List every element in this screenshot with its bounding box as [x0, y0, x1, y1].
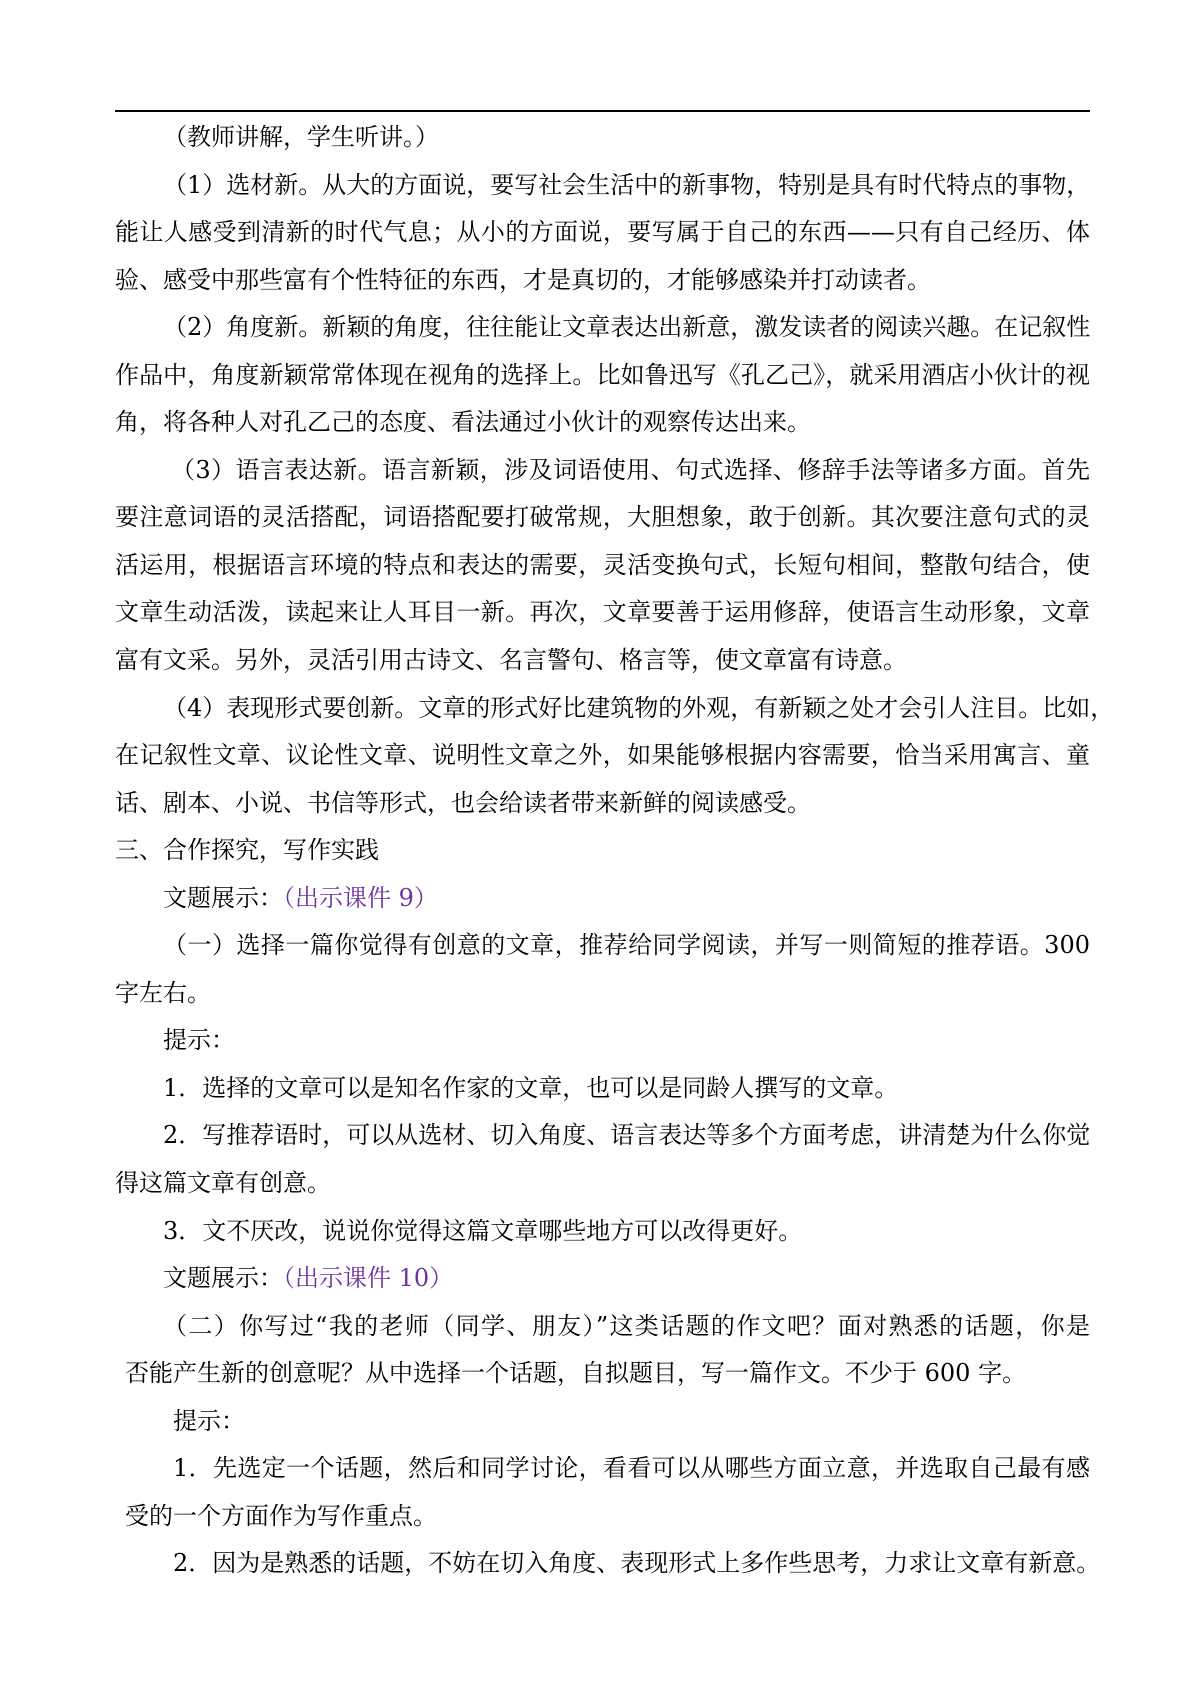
point-4-paragraph	[115, 685, 1115, 828]
courseware-note: （出示课件 10）	[283, 1264, 454, 1293]
teacher-note-paragraph	[115, 114, 1090, 162]
text-line: 活运用，根据语言环境的特点和表达的需要，灵活变换句式，长短句相间，整散句结合，使	[115, 550, 1090, 579]
text-line: 字左右。	[115, 978, 211, 1007]
text-line: （二）你写过“我的老师（同学、朋友）”这类话题的作文吧？面对熟悉的话题，你是	[163, 1311, 1090, 1340]
task-1-tip-1	[115, 1065, 1090, 1113]
text-line: 要注意词语的灵活搭配，词语搭配要打破常规，大胆想象，敢于创新。其次要注意句式的灵	[115, 503, 1090, 532]
text-line: 否能产生新的创意呢？从中选择一个话题，自拟题目，写一篇作文。不少于 600 字。	[125, 1359, 1027, 1388]
task-label: 文题展示：	[163, 1264, 283, 1293]
text-line: 角，将各种人对孔乙己的态度、看法通过小伙计的观察传达出来。	[115, 408, 811, 437]
text-line: 在记叙性文章、议论性文章、说明性文章之外，如果能够根据内容需要，恰当采用寓言、童	[115, 741, 1090, 770]
text-line: 1．先选定一个话题，然后和同学讨论，看看可以从哪些方面立意，并选取自己最有感	[173, 1454, 1090, 1483]
task-1-display-line	[115, 875, 1090, 923]
text-line: 得这篇文章有创意。	[115, 1169, 331, 1198]
text-line: 受的一个方面作为写作重点。	[125, 1501, 437, 1530]
point-1-paragraph	[115, 162, 1090, 305]
text-line: （教师讲解，学生听讲。）	[163, 123, 439, 151]
text-line: 3．文不厌改，说说你觉得这篇文章哪些地方可以改得更好。	[163, 1216, 803, 1245]
text-line: 1．选择的文章可以是知名作家的文章，也可以是同龄人撰写的文章。	[163, 1073, 899, 1102]
text-line: 富有文采。另外，灵活引用古诗文、名言警句、格言等，使文章富有诗意。	[115, 646, 907, 675]
tips-label: 提示：	[173, 1406, 245, 1435]
text-line: （一）选择一篇你觉得有创意的文章，推荐给同学阅读，并写一则简短的推荐语。300	[163, 931, 1090, 960]
text-line: 能让人感受到清新的时代气息；从小的方面说，要写属于自己的东西——只有自己经历、体	[115, 218, 1090, 247]
text-line: 话、剧本、小说、书信等形式，也会给读者带来新鲜的阅读感受。	[115, 788, 811, 817]
text-line: （2）角度新。新颖的角度，往往能让文章表达出新意，激发读者的阅读兴趣。在记叙性	[163, 313, 1091, 342]
task-2-display-line	[115, 1255, 1090, 1303]
text-line: 验、感受中那些富有个性特征的东西，才是真切的，才能够感染并打动读者。	[115, 265, 931, 294]
task-2-tip-2	[115, 1540, 1101, 1588]
task-1-tip-2	[115, 1112, 1090, 1207]
body-text	[115, 114, 1115, 1588]
text-line: 文章生动活泼，读起来让人耳目一新。再次，文章要善于运用修辞，使语言生动形象，文章	[115, 598, 1090, 627]
text-line: 2．写推荐语时，可以从选材、切入角度、语言表达等多个方面考虑，讲清楚为什么你觉	[163, 1121, 1091, 1150]
task-2-prompt	[115, 1303, 1090, 1398]
task-1-prompt	[115, 922, 1090, 1017]
tips-label: 提示：	[163, 1026, 235, 1055]
text-line: （4）表现形式要创新。文章的形式好比建筑物的外观，有新颖之处才会引人注目。比如，	[163, 693, 1115, 722]
text-line: 作品中，角度新颖常常体现在视角的选择上。比如鲁迅写《孔乙己》，就采用酒店小伙计的视	[115, 360, 1090, 389]
courseware-note: （出示课件 9）	[283, 883, 438, 912]
header-rule	[115, 110, 1090, 112]
point-3-paragraph	[115, 447, 1090, 685]
task-label: 文题展示：	[163, 883, 283, 912]
task-1-tip-3	[115, 1208, 1090, 1256]
text-line: （3）语言表达新。语言新颖，涉及词语使用、句式选择、修辞手法等诸多方面。首先	[171, 455, 1090, 484]
text-line: 2．因为是熟悉的话题，不妨在切入角度、表现形式上多作些思考，力求让文章有新意。	[173, 1549, 1101, 1578]
task-2-tip-1	[115, 1445, 1090, 1540]
text-line: （1）选材新。从大的方面说，要写社会生活中的新事物，特别是具有时代特点的事物，	[163, 170, 1091, 199]
section-heading: 三、合作探究，写作实践	[115, 836, 379, 865]
point-2-paragraph	[115, 304, 1090, 447]
